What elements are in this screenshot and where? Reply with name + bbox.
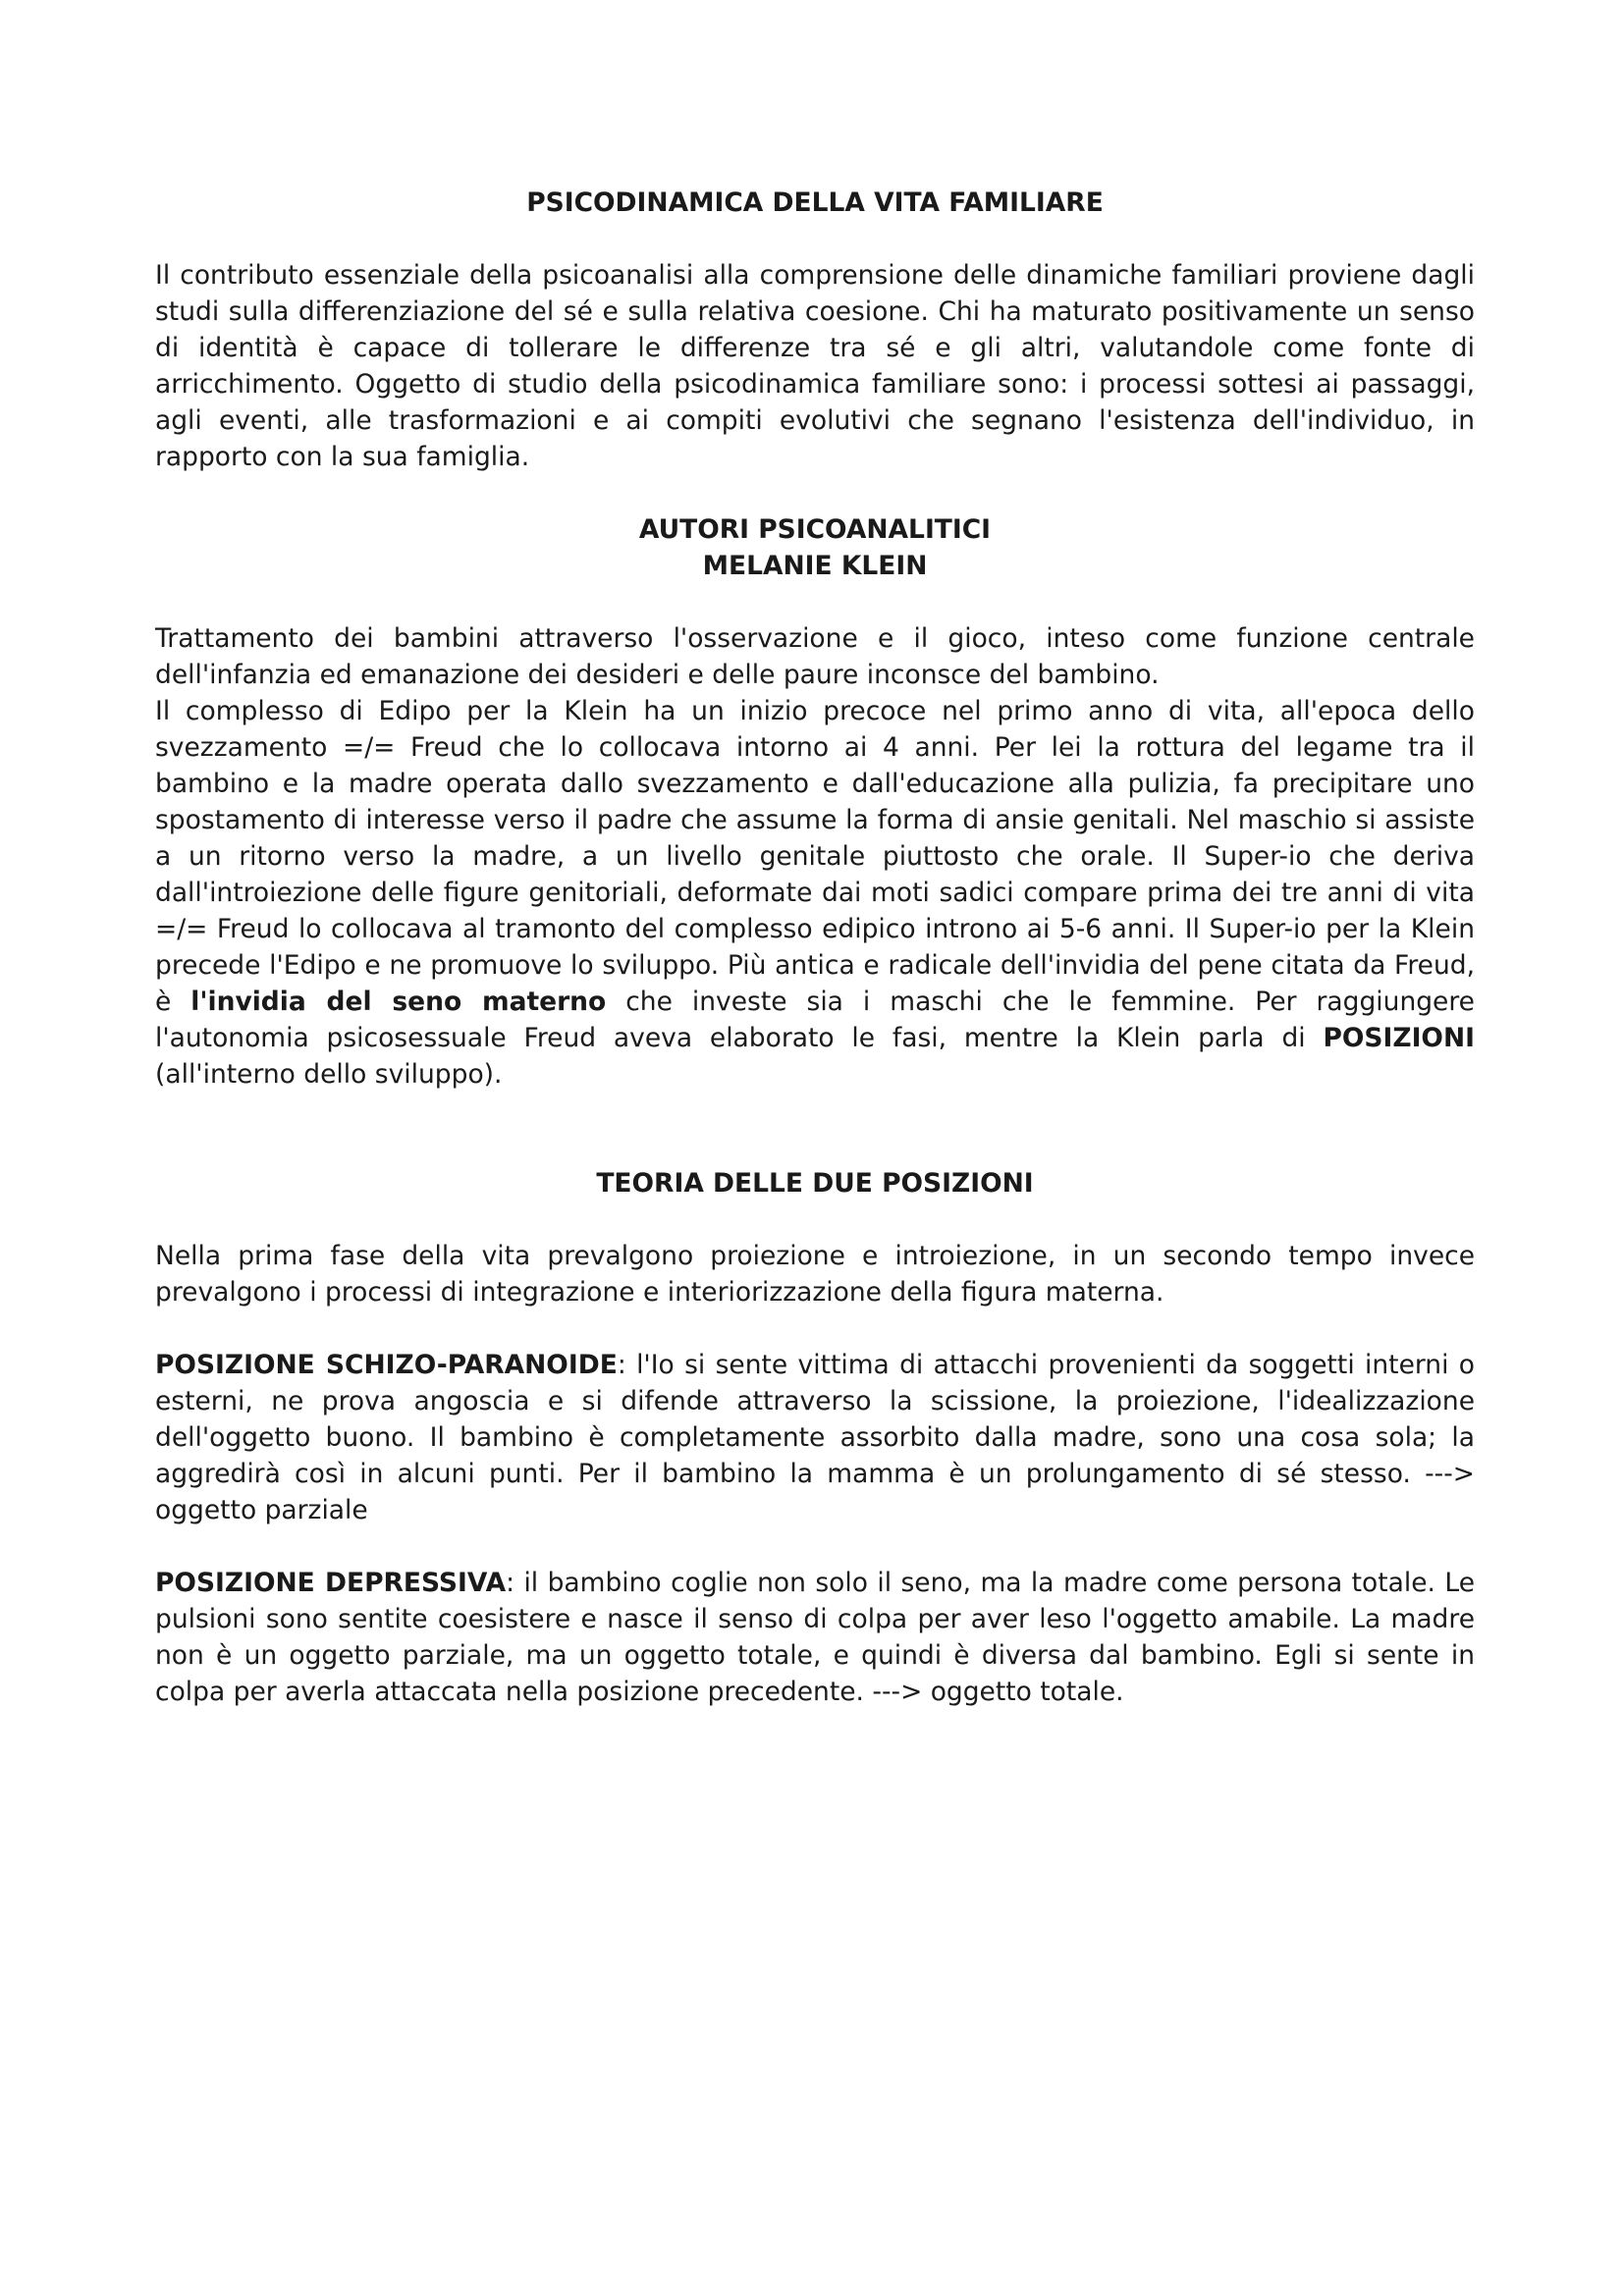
paragraph-trattamento: Trattamento dei bambini attraverso l'osservazione e il gioco, inteso come funzione centrale dell'infanzia ed emanazione dei desideri e delle paure inconsce del bambino.: [155, 623, 1475, 690]
bold-term-posizioni: POSIZIONI: [1323, 1023, 1475, 1053]
paragraph-depressiva: [155, 1565, 1475, 1710]
paragraph-schizo-paranoide: [155, 1347, 1475, 1528]
text-span: : il bambino coglie non solo il seno, ma la madre come persona totale. Le pulsioni sono sentite coesistere e nasce il senso di colpa per aver leso l'oggetto amabile. La madre non è un oggetto parziale, ma un oggetto totale, e quindi è diversa dal bambino. Egli si sente in colpa per averla attaccata nella posizione precedente. ---> oggetto totale.: [155, 1568, 1476, 1707]
section-subtitle-klein: MELANIE KLEIN: [702, 551, 928, 581]
text-span: : l'Io si sente vittima di attacchi provenienti da soggetti interni o esterni, ne prova angoscia e si difende attraverso la scissione, la proiezione, l'idealizzazione dell'oggetto buono. Il bambino è completamente assorbito dalla madre, sono una cosa sola; la aggredirà così in alcuni punti. Per il bambino la mamma è un prolungamento di sé stesso. ---> oggetto parziale: [155, 1350, 1476, 1525]
bold-label-schizo: POSIZIONE SCHIZO-PARANOIDE: [155, 1350, 618, 1380]
section-title-teoria: TEORIA DELLE DUE POSIZIONI: [596, 1168, 1034, 1199]
paragraph-psicodinamica: Il contributo essenziale della psicoanalisi alla comprensione delle dinamiche familiari proviene dagli studi sulla differenziazione del sé e sulla relativa coesione. Chi ha maturato positivamente un senso di identità è capace di tollerare le differenze tra sé e gli altri, valutandole come fonte di arricchimento. Oggetto di studio della psicodinamica familiare sono: i processi sottesi ai passaggi, agli eventi, alle trasformazioni e ai compiti evolutivi che segnano l'esistenza dell'individuo, in rapporto con la sua famiglia.: [155, 260, 1475, 472]
document-page: [155, 185, 1475, 1710]
section-title-psicodinamica: PSICODINAMICA DELLA VITA FAMILIARE: [526, 187, 1104, 218]
text-span: Il complesso di Edipo per la Klein ha un inizio precoce nel primo anno di vita, all'epoca dello svezzamento =/= Freud che lo collocava intorno ai 4 anni. Per lei la rottura del legame tra il bambino e la madre operata dallo svezzamento e dall'educazione alla pulizia, fa precipitare uno spostamento di interesse verso il padre che assume la forma di ansie genitali. Nel maschio si assiste a un ritorno verso la madre, a un livello genitale piuttosto che orale. Il Super-io che deriva dall'introiezione delle figure genitoriali, deformate dai moti sadici compare prima dei tre anni di vita =/= Freud lo collocava al tramonto del complesso edipico introno ai 5-6 anni. Il Super-io per la Klein precede l'Edipo e ne promuove lo sviluppo. Più antica e radicale dell'invidia del pene citata da Freud, è: [155, 696, 1475, 1017]
bold-label-depressiva: POSIZIONE DEPRESSIVA: [155, 1568, 507, 1598]
text-span: che investe sia i maschi che le femmine. Per raggiungere l'autonomia psicosessuale Freud aveva elaborato le fasi, mentre la Klein parla di: [155, 987, 1475, 1053]
paragraph-teoria: Nella prima fase della vita prevalgono proiezione e introiezione, in un secondo tempo invece prevalgono i processi di integrazione e interiorizzazione della figura materna.: [155, 1241, 1475, 1308]
section-title-autori: AUTORI PSICOANALITICI: [638, 514, 992, 545]
paragraph-edipo: [155, 693, 1475, 1093]
text-span: (all'interno dello sviluppo).: [155, 1059, 503, 1090]
bold-term-invidia: l'invidia del seno materno: [190, 987, 607, 1017]
